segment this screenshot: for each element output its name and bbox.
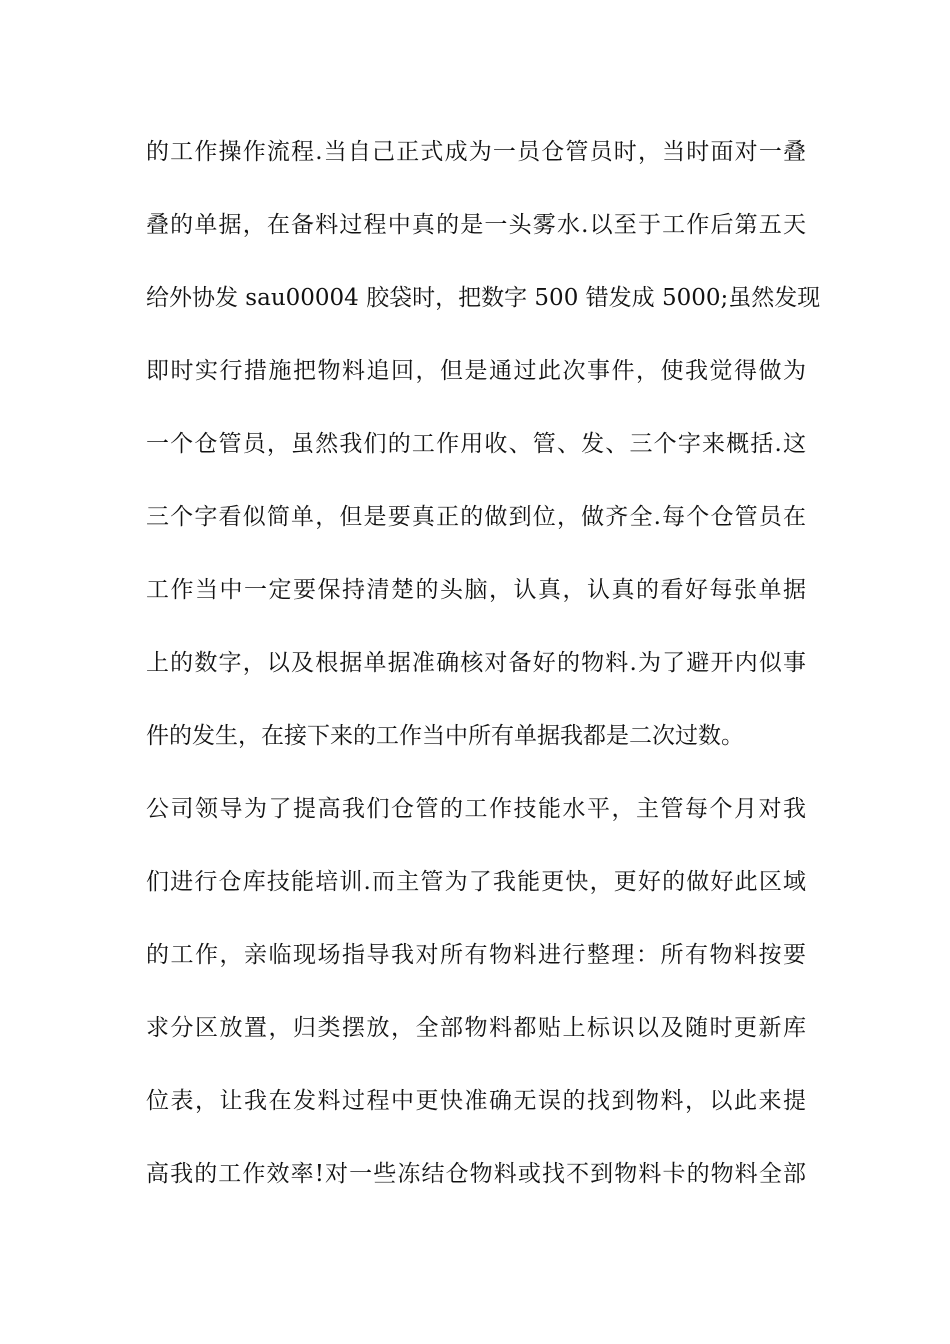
- text-line: 三个字看似简单，但是要真正的做到位，做齐全.每个仓管员在: [146, 504, 806, 530]
- text-line: 叠的单据，在备料过程中真的是一头雾水.以至于工作后第五天: [146, 212, 806, 238]
- text-line: 的工作操作流程.当自己正式成为一员仓管员时，当时面对一叠: [146, 139, 806, 165]
- text-line: 给外协发 sau00004 胶袋时，把数字 500 错发成 5000;虽然发现: [146, 285, 821, 311]
- text-line: 工作当中一定要保持清楚的头脑，认真，认真的看好每张单据: [146, 577, 806, 603]
- text-line: 求分区放置，归类摆放，全部物料都贴上标识以及随时更新库: [146, 1015, 806, 1041]
- text-line: 上的数字，以及根据单据准确核对备好的物料.为了避开内似事: [146, 650, 806, 676]
- text-line: 即时实行措施把物料追回，但是通过此次事件，使我觉得做为: [146, 358, 806, 384]
- text-line: 的工作，亲临现场指导我对所有物料进行整理：所有物料按要: [146, 942, 806, 968]
- text-line: 一个仓管员，虽然我们的工作用收、管、发、三个字来概括.这: [146, 431, 806, 457]
- text-line: 件的发生，在接下来的工作当中所有单据我都是二次过数。: [146, 723, 744, 749]
- text-line: 公司领导为了提高我们仓管的工作技能水平，主管每个月对我: [146, 796, 806, 822]
- text-line: 们进行仓库技能培训.而主管为了我能更快，更好的做好此区域: [146, 869, 806, 895]
- text-line: 位表，让我在发料过程中更快准确无误的找到物料，以此来提: [146, 1088, 806, 1114]
- text-line: 高我的工作效率!对一些冻结仓物料或找不到物料卡的物料全部: [146, 1161, 806, 1187]
